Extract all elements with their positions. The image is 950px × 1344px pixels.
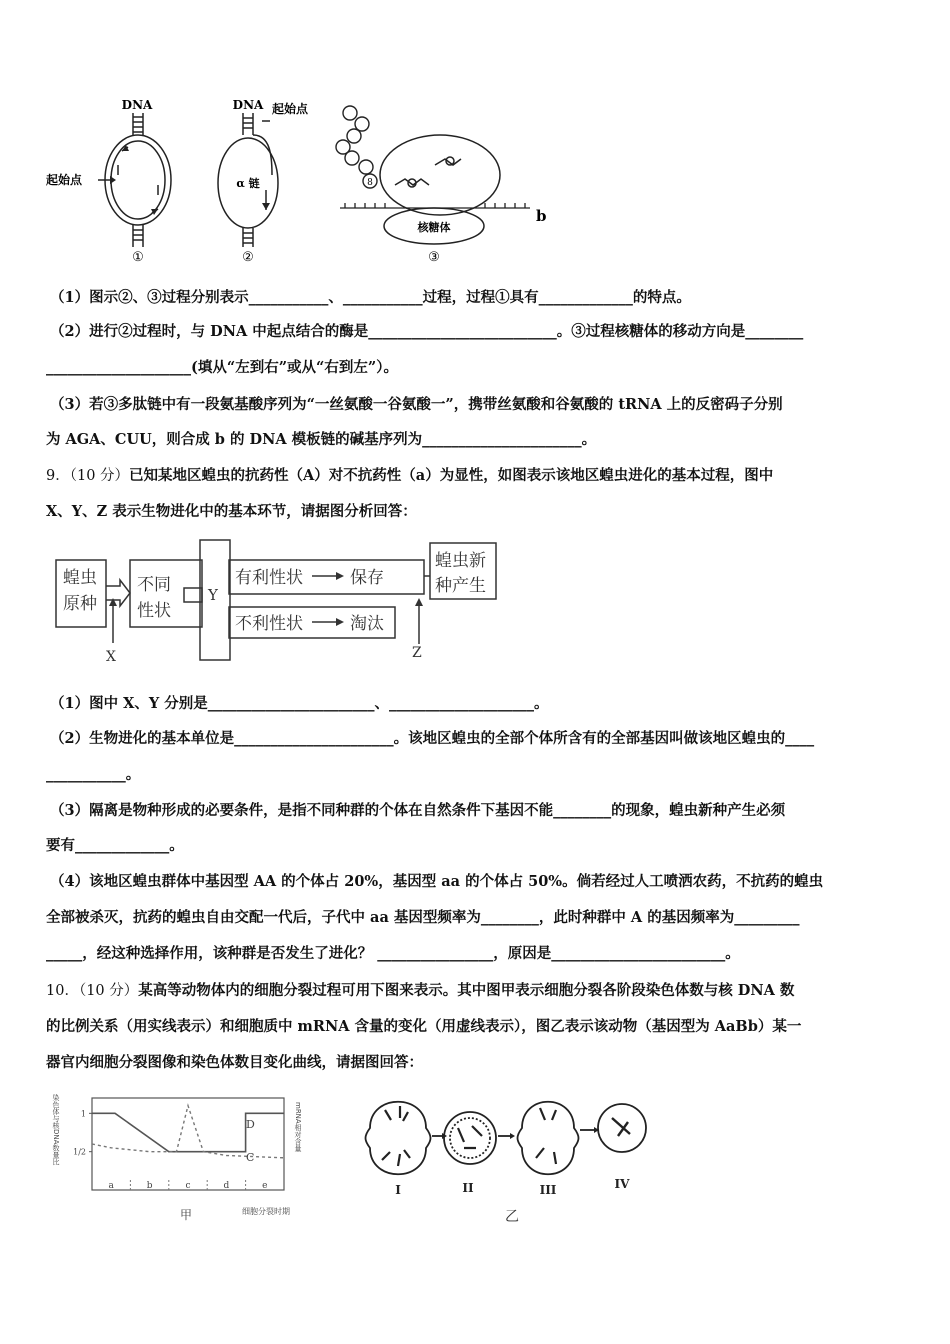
hollow-arrow	[106, 580, 130, 606]
eliminate-text: 淘汰	[350, 614, 384, 634]
polypeptide-chain	[336, 106, 377, 188]
q8-line-2: （2）进行②过程时，与 DNA 中起点结合的酶是__________________________。③过程核糖体的移动方向是________	[50, 323, 804, 340]
q10-line-3: 器官内细胞分裂图像和染色体数目变化曲线，请据图回答：	[46, 1054, 423, 1071]
favorable-text: 有利性状	[235, 568, 303, 588]
x-tick-label-d: d	[223, 1181, 230, 1191]
chart-xlabel: 细胞分裂时期	[242, 1207, 290, 1216]
dna-label-2: DNA	[232, 98, 264, 112]
new-species-text-2: 种产生	[435, 576, 486, 596]
new-species-text-1: 蝗虫新	[435, 551, 486, 571]
chart-jia	[46, 1088, 316, 1223]
cell-label-2: II	[462, 1181, 474, 1195]
chart-ticks	[73, 1109, 267, 1191]
y-text: Y	[208, 586, 218, 604]
x-tick-label-b: b	[146, 1181, 153, 1191]
label-8: 8	[367, 178, 373, 188]
origin-left-label: 起始点	[46, 173, 83, 187]
x-tick-label-a: a	[108, 1181, 114, 1191]
cell-4	[598, 1104, 646, 1152]
q9-answer-3b: 要有_____________。	[46, 837, 184, 854]
label-b: b	[536, 207, 547, 225]
cell-label-1: I	[395, 1183, 401, 1197]
alpha-chain-label: α 链	[236, 177, 260, 190]
y-tick-label-1: 1/2	[73, 1147, 86, 1157]
ribosome-label: 核糖体	[417, 221, 451, 234]
diff-text-2: 性状	[137, 601, 171, 621]
origin-top-label: 起始点	[272, 102, 309, 116]
q10-score: （10 分）	[78, 983, 139, 999]
q9-answer-4c: _____，经这种选择作用，该种群是否发生了进化？ ________________，原因是________________________。	[46, 945, 740, 962]
q9-answer-1: （1）图中 X、Y 分别是_______________________、____________________。	[50, 695, 549, 712]
chart-label-c: C	[246, 1151, 255, 1164]
q9-answer-2b: ___________。	[46, 766, 141, 783]
chart-frame	[92, 1098, 284, 1190]
chart-ylabel: 染色体与核DNA数量比	[52, 1094, 60, 1166]
figure-dna-processes	[40, 95, 560, 265]
q9-stem-1: 已知某地区蝗虫的抗药性（A）对不抗药性（a）为显性，如图表示该地区蝗虫进化的基本过程，图中	[129, 467, 774, 484]
y-tick-label-0: 1	[80, 1109, 86, 1119]
figure-cells-yi	[360, 1088, 660, 1228]
chart-axes	[92, 1098, 284, 1190]
x-tick-label-e: e	[262, 1181, 268, 1191]
num-2: ②	[242, 250, 254, 265]
chart-ylabel-right: mRNA相对含量	[294, 1102, 302, 1152]
origin-text-1: 蝗虫	[63, 568, 97, 588]
num-1: ①	[132, 250, 144, 265]
series-ratio-line	[92, 1113, 284, 1151]
chart-label-d: D	[246, 1118, 255, 1131]
chart-caption: 甲	[179, 1208, 193, 1222]
q9-score: （10 分）	[69, 468, 130, 484]
q8-line-4: （3）若③多肽链中有一段氨基酸序列为“一丝氨酸一谷氨酸一”，携带丝氨酸和谷氨酸的 tRNA 上的反密码子分别	[50, 396, 783, 413]
q8-line-1: （1）图示②、③过程分别表示___________、___________过程，过程①具有_____________的特点。	[50, 289, 691, 306]
q8-line-5: 为 AGA、CUU，则合成 b 的 DNA 模板链的碱基序列为______________________。	[46, 431, 597, 448]
q9-answer-2a: （2）生物进化的基本单位是______________________。该地区蝗虫的全部个体所含有的全部基因叫做该地区蝗虫的____	[50, 730, 815, 747]
q9-line-2: X、Y、Z 表示生物进化中的基本环节，请据图分析回答：	[46, 503, 417, 520]
z-text: Z	[412, 645, 422, 661]
cells-caption: 乙	[505, 1209, 519, 1225]
cell-label-4: IV	[614, 1177, 630, 1191]
q8-line-3: ____________________(填从“左到右”或从“右到左”）。	[46, 359, 398, 376]
unfavorable-text: 不利性状	[235, 614, 303, 634]
q9-number: 9．	[46, 468, 70, 484]
cell-2	[444, 1112, 496, 1164]
q9-answer-4a: （4）该地区蝗虫群体中基因型 AA 的个体占 20%，基因型 aa 的个体占 50%。倘若经过人工喷洒农药，不抗药的蝗虫	[50, 873, 824, 890]
x-text: X	[106, 649, 116, 663]
q9-line-1	[46, 466, 910, 486]
chart-marks	[92, 1106, 284, 1158]
figure-locust-evolution	[50, 538, 510, 663]
q10-stem-1: 某高等动物体内的细胞分裂过程可用下图来表示。其中图甲表示细胞分裂各阶段染色体数与核 DNA 数	[138, 982, 795, 999]
q10-line-2: 的比例关系（用实线表示）和细胞质中 mRNA 含量的变化（用虚线表示），图乙表示该动物（基因型为 AaBb）某一	[46, 1018, 802, 1035]
q10-number: 10．	[46, 983, 79, 999]
cell-3	[518, 1102, 579, 1175]
diff-text-1: 不同	[137, 575, 171, 595]
keep-text: 保存	[350, 568, 384, 588]
cell-1	[366, 1102, 431, 1175]
mrna-strand	[340, 203, 530, 208]
x-tick-label-c: c	[185, 1181, 191, 1191]
q10-line-1	[46, 981, 910, 1001]
q9-answer-3a: （3）隔离是物种形成的必要条件，是指不同种群的个体在自然条件下基因不能________的现象，蝗虫新种产生必须	[50, 802, 786, 819]
cell-label-3: III	[539, 1183, 557, 1197]
num-3: ③	[428, 250, 440, 265]
origin-text-2: 原种	[63, 594, 97, 614]
q9-answer-4b: 全部被杀灭，抗药的蝗虫自由交配一代后，子代中 aa 基因型频率为________，此时种群中 A 的基因频率为_________	[46, 909, 800, 926]
dna-label-1: DNA	[121, 98, 153, 112]
